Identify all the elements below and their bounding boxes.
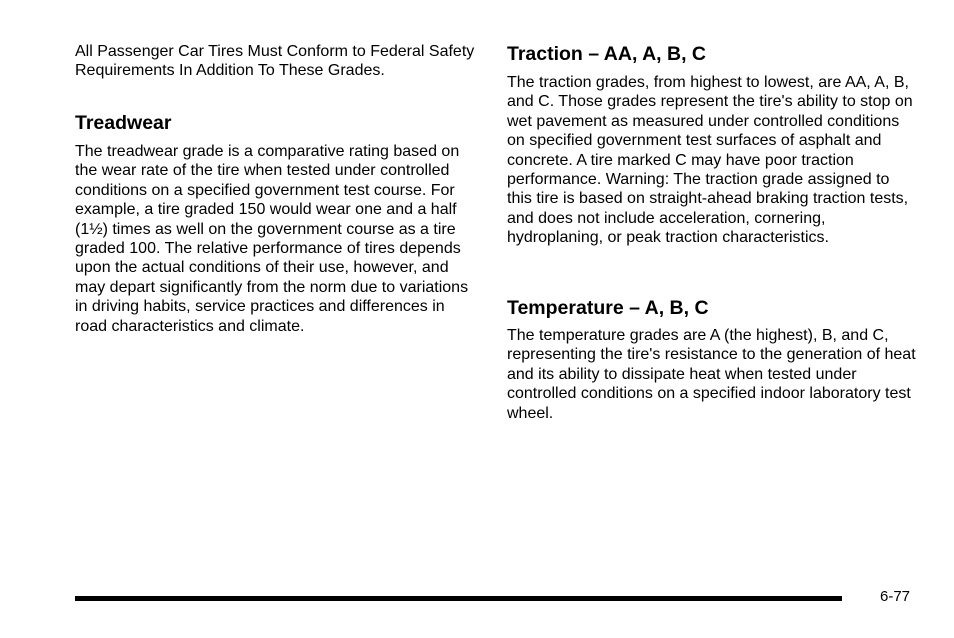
traction-heading: Traction – AA, A, B, C bbox=[507, 43, 706, 65]
intro-paragraph: All Passenger Car Tires Must Conform to Federal Safety Requirements In Addition To These Grades. bbox=[75, 43, 475, 80]
page-number: 6-77 bbox=[880, 588, 911, 605]
traction-paragraph: The traction grades, from highest to lowest, are AA, A, B, and C. Those grades represent the tire's ability to stop on wet pavement as measured under controlled conditions on specified government test surfaces of asphalt and concrete. A tire marked C may have poor traction performance. Warning: The traction grade assigned to this tire is based on straight-ahead braking traction tests, and does not include acceleration, cornering, hydroplaning, or peak traction characteristics. bbox=[507, 74, 913, 247]
treadwear-heading: Treadwear bbox=[75, 112, 172, 134]
temperature-paragraph: The temperature grades are A (the highest), B, and C, representing the tire's resistance to the generation of heat and its ability to dissipate heat when tested under controlled conditions on a specified indoor laboratory test wheel. bbox=[507, 327, 916, 422]
footer-rule bbox=[75, 596, 842, 601]
temperature-heading: Temperature – A, B, C bbox=[507, 297, 709, 319]
treadwear-paragraph: The treadwear grade is a comparative rating based on the wear rate of the tire when tested under controlled conditions on a specified government test course. For example, a tire graded 150 would wear one and a half (1½) times as well on the government course as a tire graded 100. The relative performance of tires depends upon the actual conditions of their use, however, and may depart significantly from the norm due to variations in driving habits, service practices and differences in road characteristics and climate. bbox=[75, 143, 469, 335]
